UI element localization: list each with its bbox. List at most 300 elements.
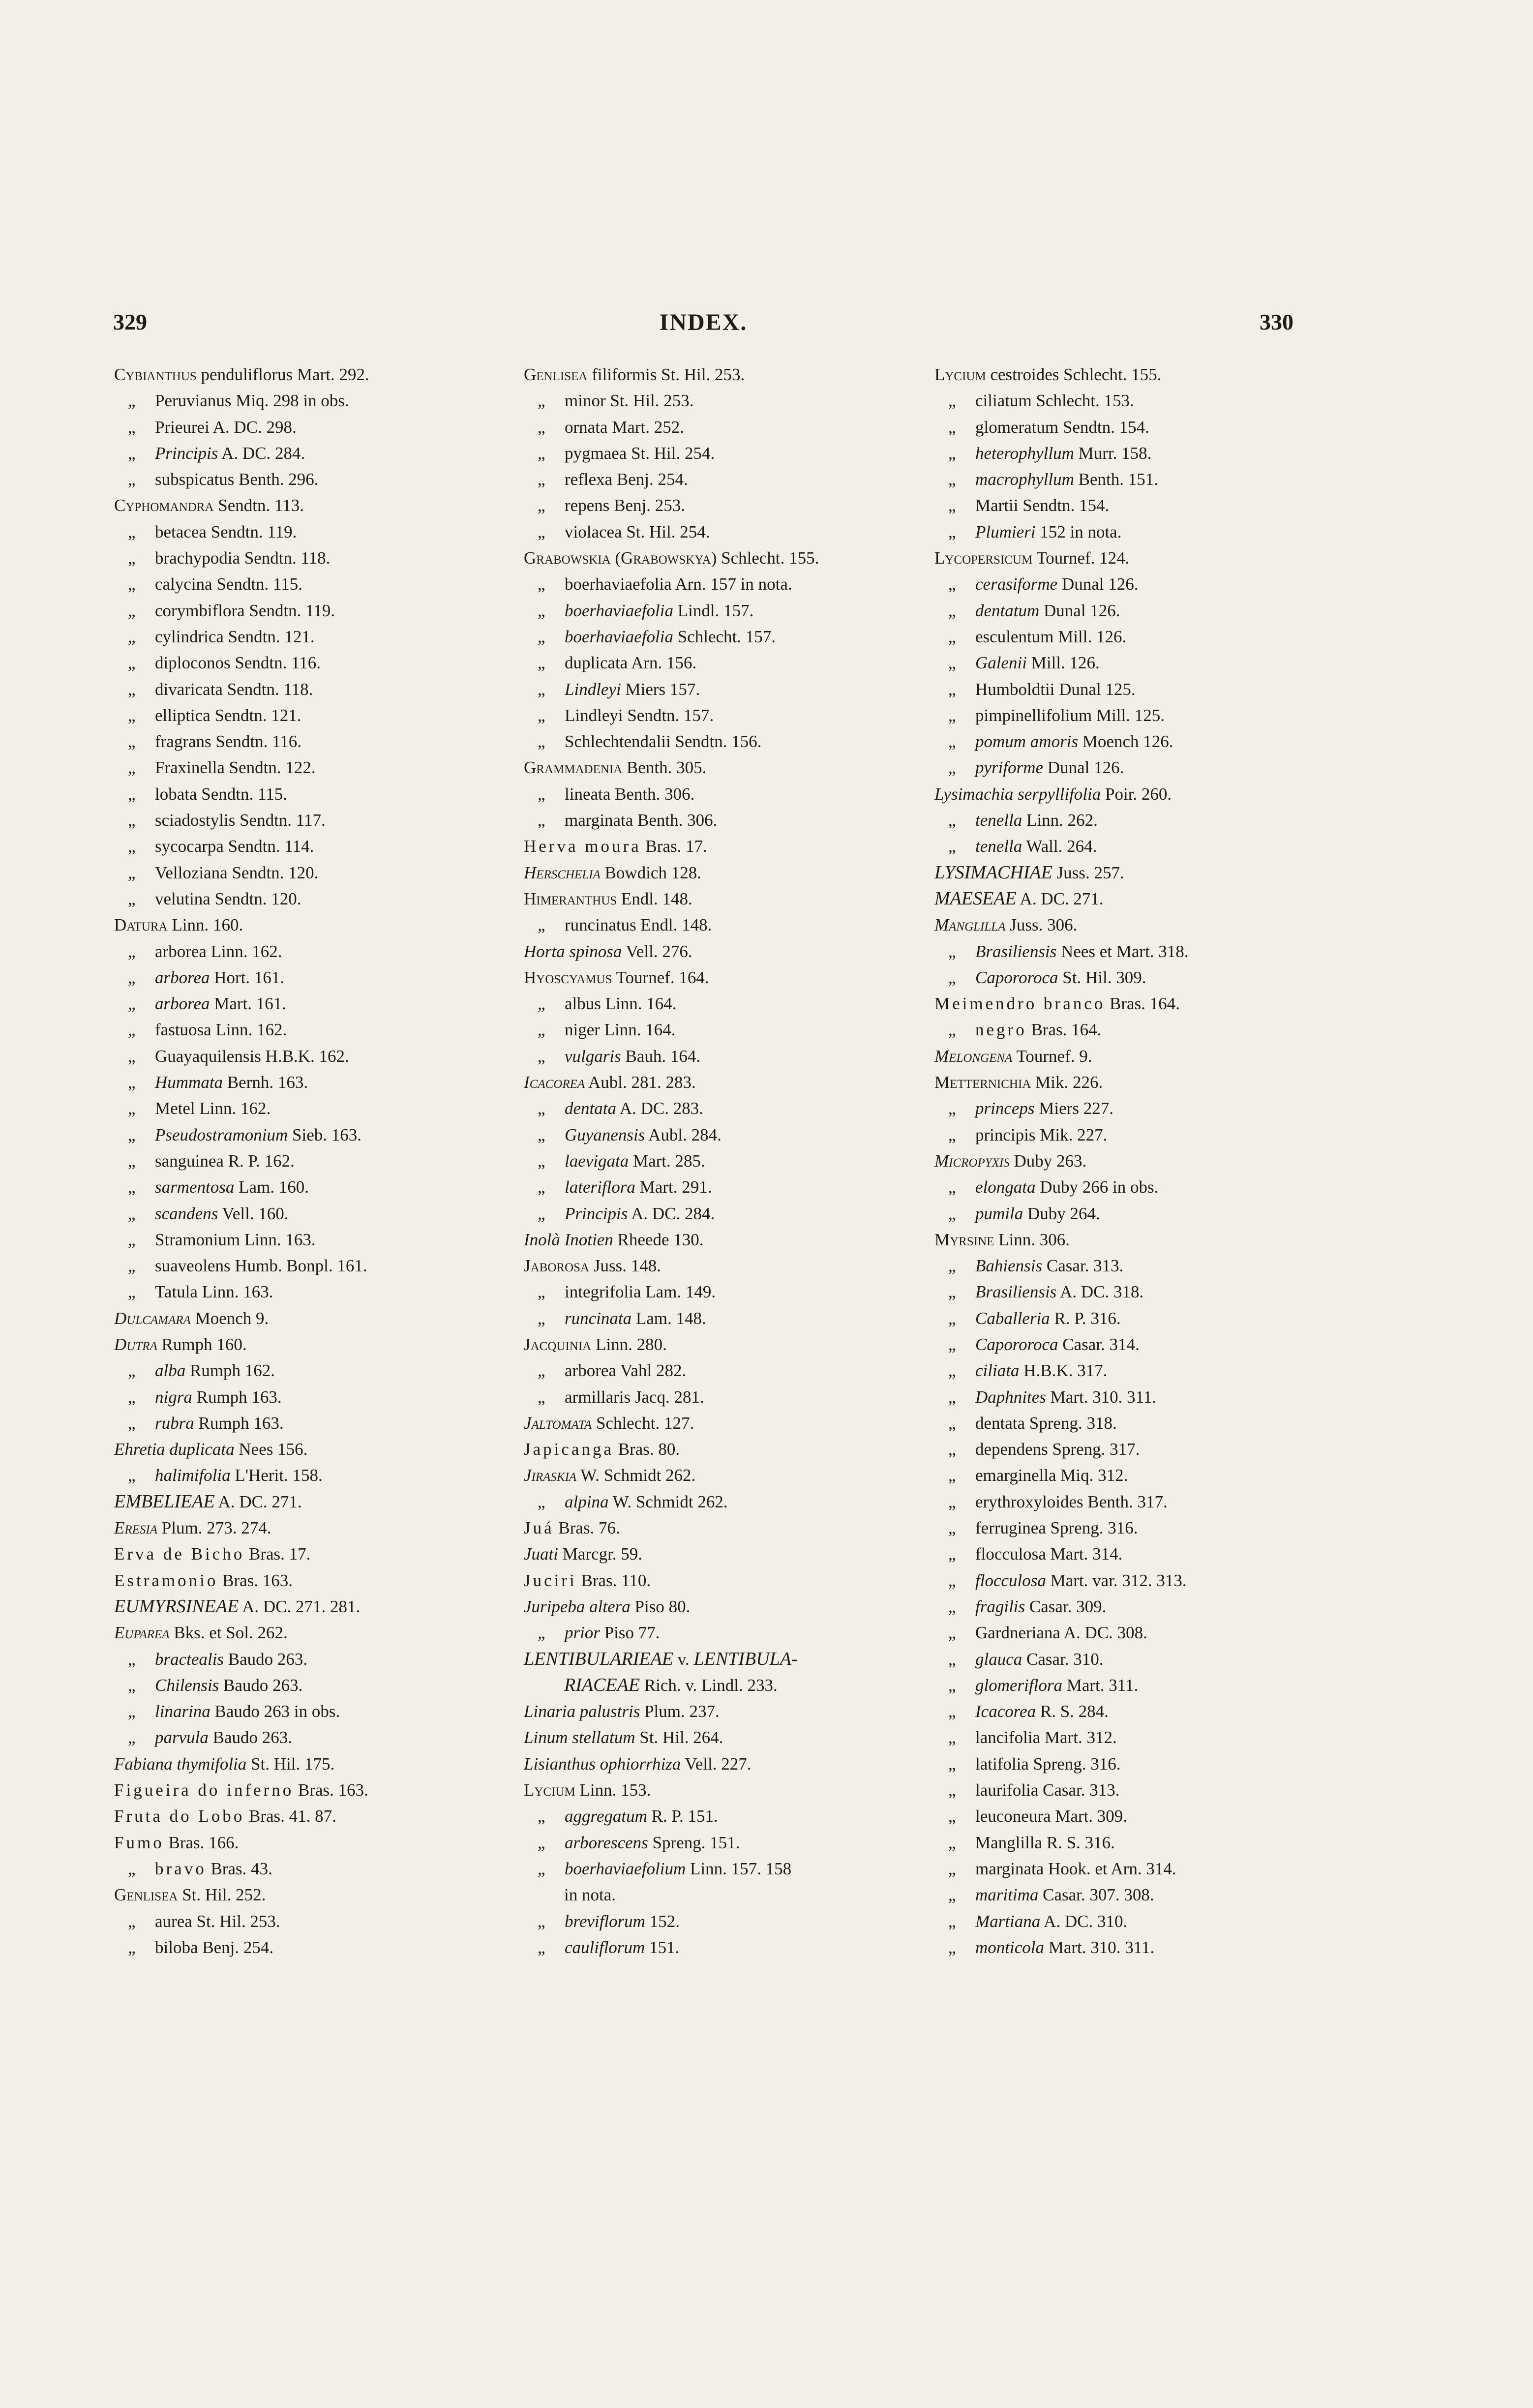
species-name-italic: Principis [155,443,218,463]
ditto-mark: „ [948,1649,956,1669]
entry-text: Baudo 263. [208,1728,293,1747]
page-title: INDEX. [659,309,748,335]
species-name-italic: breviflorum [565,1911,645,1931]
species-name-italic: Principis [565,1204,628,1223]
entry-text: A. DC. 284. [218,443,305,463]
entry-text: repens Benj. 253. [565,496,685,515]
entry-text: ciliatum Schlecht. 153. [975,391,1134,411]
entry-text: Vell. 227. [681,1754,751,1774]
entry-text: Casar. 313. [1042,1256,1124,1276]
index-entry [114,676,503,702]
index-entry [114,388,503,414]
entry-text: Miers 227. [1034,1099,1113,1118]
ditto-mark: „ [948,941,956,961]
ditto-mark: „ [538,1387,545,1407]
index-entry [934,361,1328,388]
entry-text: Humboldtii Dunal 125. [975,679,1136,699]
index-entry [114,781,503,807]
entry-text: Rumph 163. [192,1387,282,1407]
index-entry [934,1436,1328,1462]
ditto-mark: „ [538,1282,545,1302]
ditto-mark: „ [538,627,545,646]
genus-name-italic: Jaltomata [524,1413,592,1433]
index-entry [114,1279,503,1305]
index-entry [114,1410,503,1436]
ditto-mark: „ [948,1492,956,1511]
tribe-name: RIACEAE [564,1674,640,1695]
index-entry [934,1043,1328,1069]
ditto-mark: „ [948,837,956,856]
ditto-mark: „ [948,1440,956,1459]
genus-name: Genlisea [524,365,588,384]
ditto-mark: „ [128,1073,136,1092]
ditto-mark: „ [128,1204,136,1223]
index-column-2 [524,361,912,1960]
index-entry [524,912,912,938]
index-entry [114,1724,503,1750]
index-entry [934,1646,1328,1672]
ditto-mark: „ [948,1780,956,1800]
index-entry [114,1384,503,1410]
vernacular-name: negro [975,1020,1027,1040]
ditto-mark: „ [948,1937,956,1957]
ditto-mark: „ [538,391,545,411]
index-entry [524,1357,912,1384]
index-entry [524,702,912,728]
ditto-mark: „ [128,1256,136,1276]
entry-text: Bras. 110. [576,1570,651,1590]
index-entry [524,1908,912,1934]
index-entry [114,1331,503,1357]
index-entry [524,991,912,1017]
index-entry [524,1934,912,1960]
entry-text: armillaris Jacq. 281. [565,1387,704,1407]
vernacular-name: Juciri [524,1570,577,1590]
entry-text: Bras. 17. [641,837,707,856]
index-entry [114,1489,503,1515]
index-entry [114,1174,503,1200]
species-name-italic: boerhaviaefolium [565,1859,686,1878]
entry-text: Aubl. 284. [645,1125,721,1144]
entry-text: filiformis St. Hil. 253. [587,365,745,384]
vernacular-name: Fumo [114,1833,164,1852]
index-entry [934,1594,1328,1620]
index-entry [114,1436,503,1462]
ditto-mark: „ [128,548,136,568]
entry-text: 152 in nota. [1035,522,1122,542]
entry-text: erythroxyloides Benth. 317. [975,1492,1168,1511]
genus-name: Datura [114,915,168,935]
entry-text: Juss. 306. [1005,915,1078,935]
entry-text: Baudo 263 in obs. [210,1702,340,1721]
index-entry [114,1882,503,1908]
ditto-mark: „ [948,732,956,752]
index-entry [524,1882,912,1908]
entry-text: A. DC. 271. 281. [239,1596,361,1616]
ditto-mark: „ [128,1728,136,1747]
ditto-mark: „ [948,1466,956,1485]
index-entry [114,991,503,1017]
entry-text: Poir. 260. [1101,784,1172,804]
entry-text: St. Hil. 264. [635,1728,723,1747]
index-entry [934,1357,1328,1384]
ditto-mark: „ [948,1308,956,1328]
entry-text: Bras. 43. [206,1859,272,1878]
species-name-italic: fragilis [975,1596,1025,1616]
entry-text: Linn. 262. [1022,811,1098,830]
index-entry [114,1777,503,1803]
entry-text: 151. [645,1937,680,1957]
species-name-italic: Lindleyi [565,679,621,699]
entry-text: Bras. 17. [244,1544,311,1564]
index-column-1 [114,361,503,1960]
index-entry [934,1882,1328,1908]
page-header [113,309,1293,343]
entry-text: Mik. 226. [1031,1073,1103,1092]
entry-text: Mart. 311. [1062,1675,1139,1695]
ditto-mark: „ [128,1125,136,1144]
species-name-italic: scandens [155,1204,218,1223]
ditto-mark: „ [948,1623,956,1643]
ditto-mark: „ [948,653,956,673]
ditto-mark: „ [538,915,545,935]
index-entry [524,1803,912,1829]
entry-text: Duby 264. [1023,1204,1100,1223]
entry-text: Schlecht. 157. [673,627,776,646]
entry-text: Mart. 310. 311. [1044,1937,1155,1957]
index-entry [114,1148,503,1174]
species-name-italic: Pseudostramonium [155,1125,288,1144]
entry-text: Bras. 163. [294,1780,368,1800]
ditto-mark: „ [128,1361,136,1381]
index-entry [934,1777,1328,1803]
species-name-italic: Linum stellatum [524,1728,635,1747]
species-name-italic: arborescens [565,1833,648,1852]
index-entry [934,1201,1328,1227]
species-name-italic: cauliflorum [565,1937,645,1957]
entry-text: marginata Hook. et Arn. 314. [975,1859,1176,1878]
index-entry [524,1227,912,1253]
ditto-mark: „ [948,1754,956,1774]
ditto-mark: „ [128,391,136,411]
entry-text: Prieurei A. DC. 298. [155,417,297,437]
genus-name-italic: Icacorea [524,1073,585,1092]
entry-text: flocculosa Mart. 314. [975,1544,1123,1564]
index-entry [524,1069,912,1095]
index-entry [114,1305,503,1331]
index-entry [524,860,912,886]
entry-text: Tournef. 9. [1012,1046,1092,1066]
genus-name-italic: Eresia [114,1518,158,1538]
ditto-mark: „ [538,522,545,542]
entry-text: Rheede 130. [613,1230,704,1249]
index-entry [114,702,503,728]
species-name-italic: Daphnites [975,1387,1046,1407]
genus-name: Myrsine [934,1230,994,1249]
species-name-italic: Fabiana thymifolia [114,1754,247,1774]
species-name-italic: aggregatum [565,1806,647,1826]
index-entry [114,414,503,440]
entry-text: Marcgr. 59. [558,1544,643,1564]
ditto-mark: „ [948,1099,956,1118]
entry-text: Bras. 41. 87. [244,1806,336,1826]
species-name-italic: flocculosa [975,1570,1046,1590]
species-name-italic: Brasiliensis [975,941,1057,961]
species-name-italic: Martiana [975,1911,1041,1931]
entry-text: Duby 266 in obs. [1035,1177,1159,1197]
ditto-mark: „ [538,470,545,489]
species-name-italic: princeps [975,1099,1035,1118]
ditto-mark: „ [948,1596,956,1616]
ditto-mark: „ [948,1859,956,1878]
index-entry [934,1331,1328,1357]
index-entry [524,886,912,912]
index-entry [114,1672,503,1698]
entry-text: ornata Mart. 252. [565,417,684,437]
entry-text: fragrans Sendtn. 116. [155,732,302,752]
index-entry [524,1410,912,1436]
ditto-mark: „ [538,1623,545,1643]
entry-text: Fraxinella Sendtn. 122. [155,758,316,778]
genus-name-italic: Euparea [114,1623,170,1643]
ditto-mark: „ [128,1911,136,1931]
genus-name-italic: Micropyxis [934,1151,1010,1171]
ditto-mark: „ [538,1177,545,1197]
index-entry [114,1253,503,1279]
index-entry [524,1567,912,1594]
entry-text: v. [673,1649,694,1669]
index-entry [114,1567,503,1594]
entry-text: minor St. Hil. 253. [565,391,694,411]
entry-text: Lam. 148. [631,1308,706,1328]
species-name-italic: alpina [565,1492,609,1511]
index-entry [934,728,1328,754]
index-entry [934,414,1328,440]
entry-text: L'Herit. 158. [230,1466,323,1485]
genus-name: Grammadenia [524,758,623,778]
genus-name-italic: Herschelia [524,863,601,882]
ditto-mark: „ [948,391,956,411]
index-entry [524,1594,912,1620]
entry-text: Schlecht. 127. [592,1413,694,1433]
index-entry [114,1095,503,1121]
genus-name: Hyoscyamus [524,967,612,987]
genus-name: Grabowskia (Grabowskya) [524,548,717,568]
ditto-mark: „ [538,732,545,752]
index-entry [114,1830,503,1856]
ditto-mark: „ [948,522,956,542]
index-entry [524,754,912,781]
entry-text: Dunal 126. [1043,758,1124,778]
index-entry [934,1410,1328,1436]
species-name-italic: lateriflora [565,1177,635,1197]
entry-text: leuconeura Mart. 309. [975,1806,1128,1826]
vernacular-name: Japicanga [524,1440,614,1459]
index-entry [934,676,1328,702]
entry-text: laurifolia Casar. 313. [975,1780,1120,1800]
entry-text: Mart. 291. [635,1177,712,1197]
entry-text: Bowdich 128. [600,863,701,882]
species-name-italic: bractealis [155,1649,224,1669]
entry-text: penduliflorus Mart. 292. [196,365,369,384]
entry-text: A. DC. 318. [1056,1282,1144,1302]
index-entry [114,807,503,833]
index-entry [934,1856,1328,1882]
entry-text: 152. [645,1911,680,1931]
ditto-mark: „ [538,1308,545,1328]
entry-text: Gardneriana A. DC. 308. [975,1623,1147,1643]
species-name-italic: arborea [155,994,210,1014]
entry-text: R. P. 316. [1050,1308,1121,1328]
entry-text: runcinatus Endl. 148. [565,915,712,935]
index-entry [524,1279,912,1305]
ditto-mark: „ [128,522,136,542]
entry-text: Mart. 161. [210,994,287,1014]
index-entry [524,1095,912,1121]
index-entry [524,1856,912,1882]
index-entry [114,598,503,624]
index-entry [114,1934,503,1960]
species-name-italic: ciliata [975,1361,1020,1381]
index-entry [934,571,1328,597]
entry-text: Manglilla R. S. 316. [975,1833,1115,1852]
entry-text: Endl. 148. [617,889,692,908]
species-name-italic: boerhaviaefolia [565,627,673,646]
ditto-mark: „ [538,1492,545,1511]
index-entry [934,1751,1328,1777]
index-entry [114,938,503,964]
ditto-mark: „ [128,784,136,804]
genus-name-italic: Manglilla [934,915,1006,935]
index-entry [934,991,1328,1017]
species-name-italic: Brasiliensis [975,1282,1057,1302]
index-entry [934,1069,1328,1095]
index-entry [934,1830,1328,1856]
ditto-mark: „ [128,1020,136,1040]
entry-text: fastuosa Linn. 162. [155,1020,287,1040]
entry-text: Linn. 280. [591,1334,667,1354]
ditto-mark: „ [948,470,956,489]
index-entry [934,440,1328,466]
index-entry [934,492,1328,518]
entry-text: Lindl. 157. [673,601,754,620]
entry-text: Velloziana Sendtn. 120. [155,863,319,882]
entry-text: Mill. 126. [1026,653,1100,673]
ditto-mark: „ [538,1911,545,1931]
index-entry [114,361,503,388]
ditto-mark: „ [948,679,956,699]
vernacular-name: Meimendro branco [934,994,1106,1014]
genus-name-italic: Dulcamara [114,1308,191,1328]
entry-text: subspicatus Benth. 296. [155,470,319,489]
ditto-mark: „ [948,627,956,646]
entry-text: brachypodia Sendtn. 118. [155,548,331,568]
index-entry [114,1043,503,1069]
entry-text: Nees 156. [234,1440,308,1459]
ditto-mark: „ [128,967,136,987]
entry-text: emarginella Miq. 312. [975,1466,1128,1485]
species-name-italic: Inolà Inotien [524,1230,613,1249]
entry-text: Sendtn. 113. [213,496,304,515]
ditto-mark: „ [128,732,136,752]
genus-name: Metternichia [934,1073,1031,1092]
index-entry [524,1201,912,1227]
species-name-italic: nigra [155,1387,192,1407]
entry-text: arborea Linn. 162. [155,941,282,961]
entry-text: aurea St. Hil. 253. [155,1911,280,1931]
index-entry [114,1908,503,1934]
species-name-italic: vulgaris [565,1046,621,1066]
species-name-italic: sarmentosa [155,1177,235,1197]
index-entry [934,519,1328,545]
entry-text: Bernh. 163. [223,1073,308,1092]
ditto-mark: „ [128,837,136,856]
entry-text: calycina Sendtn. 115. [155,574,303,594]
entry-text: pygmaea St. Hil. 254. [565,443,715,463]
ditto-mark: „ [538,601,545,620]
entry-text: Tournef. 124. [1032,548,1130,568]
entry-text: Casar. 309. [1025,1596,1107,1616]
index-entry [114,1751,503,1777]
ditto-mark: „ [128,994,136,1014]
ditto-mark: „ [948,1518,956,1538]
index-entry [524,545,912,571]
genus-name: Lycopersicum [934,548,1033,568]
ditto-mark: „ [128,679,136,699]
index-entry [934,1253,1328,1279]
entry-text: Bks. et Sol. 262. [169,1623,288,1643]
species-name-italic: Guyanensis [565,1125,645,1144]
index-entry [934,598,1328,624]
entry-text: biloba Benj. 254. [155,1937,274,1957]
entry-text: Moench 9. [190,1308,269,1328]
ditto-mark: „ [128,601,136,620]
species-name-italic: Linaria palustris [524,1702,640,1721]
ditto-mark: „ [948,417,956,437]
ditto-mark: „ [948,758,956,778]
ditto-mark: „ [948,1361,956,1381]
ditto-mark: „ [128,417,136,437]
ditto-mark: „ [948,1728,956,1747]
index-entry [934,754,1328,781]
entry-text: albus Linn. 164. [565,994,677,1014]
right-page-number: 330 [1260,309,1293,334]
index-entry [114,1069,503,1095]
index-entry [524,1830,912,1856]
entry-text: Linn. 153. [575,1780,651,1800]
entry-text: A. DC. 271. [214,1492,302,1511]
entry-text: Mart. 310. 311. [1046,1387,1157,1407]
entry-text: velutina Sendtn. 120. [155,889,301,908]
index-entry [114,466,503,492]
ditto-mark: „ [948,496,956,515]
ditto-mark: „ [128,1099,136,1118]
entry-text: Vell. 160. [218,1204,289,1223]
ditto-mark: „ [948,1806,956,1826]
species-name-italic: pyriforme [975,758,1044,778]
entry-text: betacea Sendtn. 119. [155,522,297,542]
ditto-mark: „ [948,811,956,830]
species-name-italic: monticola [975,1937,1044,1957]
entry-text: W. Schmidt 262. [608,1492,728,1511]
ditto-mark: „ [948,1177,956,1197]
index-entry [934,964,1328,991]
vernacular-name: Estramonio [114,1570,218,1590]
index-entry [934,388,1328,414]
entry-text: sycocarpa Sendtn. 114. [155,837,314,856]
entry-text: R. P. 151. [647,1806,718,1826]
ditto-mark: „ [128,1230,136,1249]
